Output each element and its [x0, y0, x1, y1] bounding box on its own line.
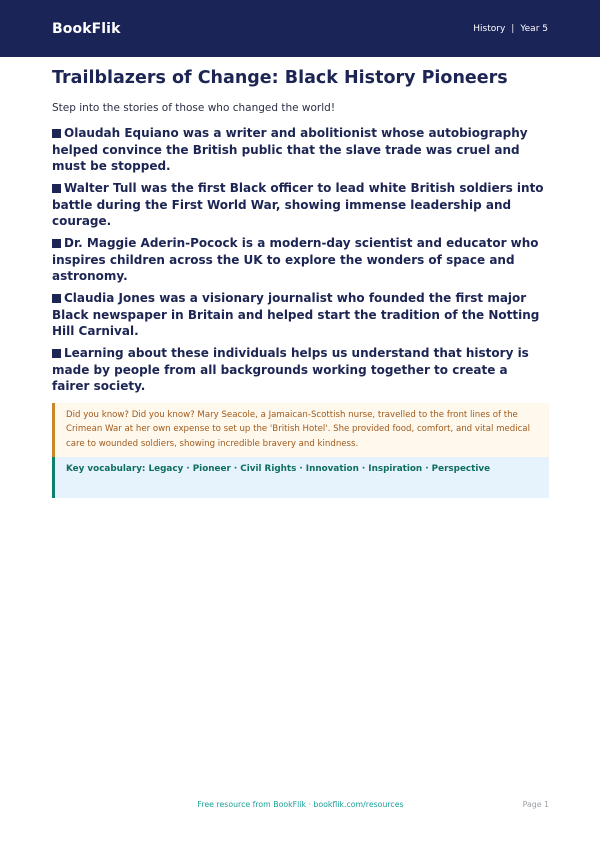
point-text: Dr. Maggie Aderin-Pocock is a modern-day scientist and educator who inspires children across the UK to explore the wonders of space and astronomy.: [52, 236, 539, 283]
key-vocabulary-box: Key vocabulary: Legacy · Pioneer · Civil Rights · Innovation · Inspiration · Perspective: [52, 457, 549, 498]
list-item: [52, 235, 549, 285]
header-bar: [0, 0, 600, 57]
page-title: Trailblazers of Change: Black History Pioneers: [52, 68, 508, 88]
list-item: [52, 125, 549, 175]
did-you-know-box: Did you know? Did you know? Mary Seacole, a Jamaican-Scottish nurse, travelled to the front lines of the Crimean War at her own expense to set up the 'British Hotel'. She provided food, comfort, and vital medical care to wounded soldiers, showing incredible bravery and kindness.: [52, 403, 549, 458]
breadcrumb: [473, 24, 548, 34]
subject-label: History: [473, 23, 506, 34]
square-bullet-icon: [52, 239, 61, 248]
square-bullet-icon: [52, 184, 61, 193]
year-label: Year 5: [520, 23, 548, 34]
worksheet-body: [52, 63, 549, 498]
point-text: Walter Tull was the first Black officer to lead white British soldiers into battle during the First World War, showing immense leadership and courage.: [52, 181, 544, 228]
point-text: Learning about these individuals helps us understand that history is made by people from all backgrounds working together to create a fairer society.: [52, 346, 529, 393]
point-text: Olaudah Equiano was a writer and abolitionist whose autobiography helped convince the British public that the slave trade was cruel and must be stopped.: [52, 126, 528, 173]
footer-credit-link[interactable]: Free resource from BookFlik · bookflik.com/resources: [197, 800, 404, 809]
square-bullet-icon: [52, 294, 61, 303]
square-bullet-icon: [52, 129, 61, 138]
page-footer: [52, 800, 549, 814]
brand-logo[interactable]: BookFlik: [52, 20, 121, 37]
breadcrumb-separator: |: [511, 23, 515, 34]
page-number: Page 1: [522, 800, 549, 809]
page-subtitle: Step into the stories of those who changed the world!: [52, 102, 336, 114]
key-points-list: [52, 125, 549, 395]
point-text: Claudia Jones was a visionary journalist who founded the first major Black newspaper in Britain and helped start the tradition of the Notting Hill Carnival.: [52, 291, 540, 338]
list-item: [52, 290, 549, 340]
square-bullet-icon: [52, 349, 61, 358]
list-item: [52, 345, 549, 395]
list-item: [52, 180, 549, 230]
